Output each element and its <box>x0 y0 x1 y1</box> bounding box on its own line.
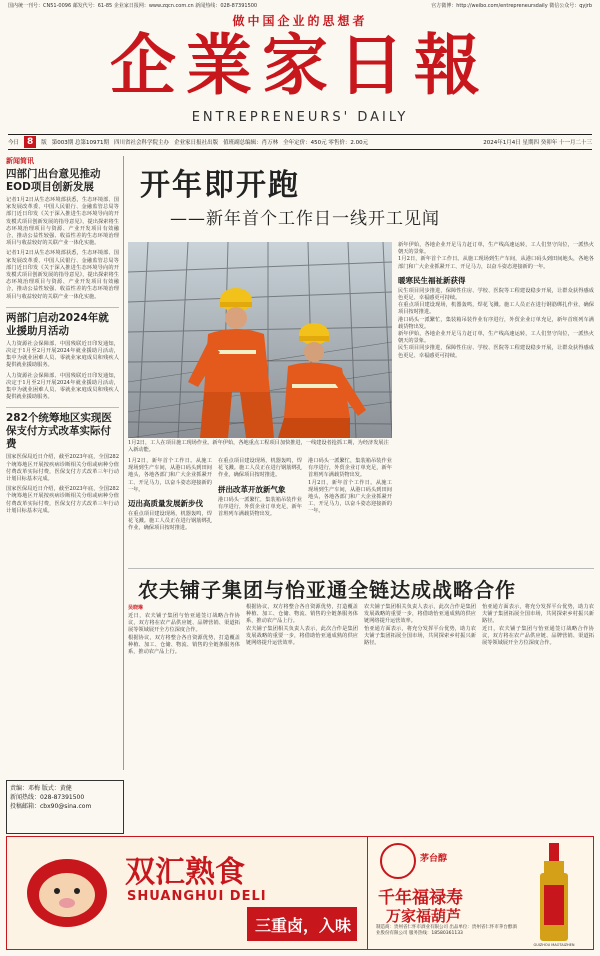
second-headline[interactable]: 农夫铺子集团与怡亚通全链达成战略合作 <box>138 578 516 602</box>
submission-email[interactable]: 投稿邮箱：cbx90@sina.com <box>10 803 92 810</box>
bottle-image <box>533 843 575 947</box>
page-count-badge: 8 <box>24 136 36 148</box>
ad-seal <box>380 843 416 879</box>
story-subhead: 拼出改革开放新气象 <box>218 484 286 494</box>
story-paragraph: 近日，农夫铺子集团与怡亚通签订战略合作协议，双方将在农产品供应链、品牌营销、渠道拓展等领域展开全方位深度合作。 <box>128 613 240 634</box>
ad-title: 千年福禄寿 <box>378 888 463 908</box>
construction-workers-photo <box>128 242 392 438</box>
main-story-right-column <box>398 242 594 538</box>
issue-date: 2024年1月4日 星期四 癸卯年 十一月二十三 <box>483 140 592 146</box>
story-paragraph: 怡亚通方面表示，将充分发挥平台优势，助力农夫铺子集团拓展全国市场，共同探索乡村振兴新路径。 <box>482 604 594 625</box>
shuanghui-ad[interactable] <box>7 837 367 949</box>
second-story-columns <box>128 604 594 804</box>
story-paragraph: 港口码头一派繁忙，集装箱吊装作业有序进行，外贸企业订单充足，新年首班列车满载货物出发。 <box>308 458 392 479</box>
story-paragraph: 民生项目同步推进，保障性住房、学校、医院等工程建设稳步开展，让群众获得感成色更足、幸福感更可持续。 <box>398 345 594 359</box>
story-paragraph: 农夫铺子集团相关负责人表示，此次合作是集团发展战略的重要一步，将借助怡亚通成熟的供应链网络提升运营效率。 <box>364 604 476 625</box>
advertisement-strip <box>6 836 594 950</box>
story-subhead: 迈出高质量发展新步伐 <box>128 499 203 509</box>
story-column <box>218 458 302 558</box>
ad-brand-mark: 茅台醇 <box>420 854 448 864</box>
ad-brand-en: SHUANGHUI DELI <box>127 889 267 904</box>
story-paragraph: 1月2日，新年首个工作日。从施工现场到生产车间，从港口码头到田间地头，各地各部门和广大企业抓紧开工、开足马力，以奋斗姿态迎接新的一年。 <box>128 458 212 493</box>
brief-item <box>6 312 119 402</box>
story-paragraph: 在重点项目建设现场，机器轰鸣，焊花飞溅。施工人员正在进行钢筋绑扎作业，确保项目按时推进。 <box>218 458 302 479</box>
news-brief-sidebar <box>6 156 124 770</box>
masthead-english: ENTREPRENEURS' DAILY <box>191 110 409 125</box>
main-subheadline: ——新年首个工作日一线开工见闻 <box>170 209 440 229</box>
story-paragraph: 民生项目同步推进，保障性住房、学校、医院等工程建设稳步开展，让群众获得感成色更足、幸福感更可持续。 <box>398 287 594 302</box>
issue-number: 第003期 总第10971期 <box>51 140 110 146</box>
story-paragraph: 港口码头一派繁忙，集装箱吊装作业有序进行，外贸企业订单充足，新年首班列车满载货物出发。 <box>218 496 302 518</box>
story-paragraph: 新年伊始，各地企业开足马力赶订单，生产线高速运转，工人们坚守岗位，一派热火朝天的景象。 <box>398 242 594 256</box>
ad-brand-cn: 双汇熟食 <box>125 855 245 890</box>
brief-item <box>6 156 119 301</box>
story-column <box>128 458 212 558</box>
story-column <box>308 458 392 558</box>
story-subhead: 暖寒民生福祉新获得 <box>398 275 466 285</box>
divider <box>128 568 594 569</box>
brief-headline[interactable]: 四部门出台意见推动EOD项目创新发展 <box>6 168 101 193</box>
publisher: 企业家日报社出版 <box>174 140 219 146</box>
ad-subtitle: 万家福葫芦 <box>386 907 462 925</box>
story-paragraph: 怡亚通方面表示，将充分发挥平台优势，助力农夫铺子集团拓展全国市场，共同探索乡村振兴新路径。 <box>364 625 476 647</box>
story-paragraph: 港口码头一派繁忙，集装箱吊装作业有序进行，外贸企业订单充足，新年首班列车满载货物出发。 <box>398 316 594 330</box>
main-story-columns <box>128 458 392 558</box>
contact-box <box>6 780 124 834</box>
main-headline[interactable]: 开年即开跑 <box>140 168 300 203</box>
maotai-ad[interactable] <box>367 837 593 949</box>
ad-slogan: 三重卤，入味 <box>255 916 352 935</box>
brief-text-continued: 人力资源社会保障部、中国残联近日印发通知，决定于1月至2月开展2024年就业援助月活动，集中为就业困难人员、零就业家庭成员和残疾人提供就业援助服务。 <box>6 372 119 401</box>
top-info-line <box>8 2 592 12</box>
divider <box>6 307 119 308</box>
edition-info-bar <box>8 134 592 150</box>
brief-text: 人力资源社会保障部、中国残联近日印发通知，决定于1月至2月开展2024年就业援助月活动，集中为就业困难人员、零就业家庭成员和残疾人提供就业援助服务。 <box>6 340 119 369</box>
brief-item <box>6 412 119 515</box>
price: 全年定价：450元 零售价：2.00元 <box>283 140 369 146</box>
story-paragraph: 农夫铺子集团相关负责人表示，此次合作是集团发展战略的重要一步，将借助怡亚通成熟的供应链网络提升运营效率。 <box>246 625 358 647</box>
divider <box>6 407 119 408</box>
story-paragraph: 根据协议，双方将整合各自资源优势，打造覆盖种植、加工、仓储、物流、销售的全链条服务体系，推动农产品上行。 <box>128 634 240 656</box>
story-paragraph: 近日，农夫铺子集团与怡亚通签订战略合作协议，双方将在农产品供应链、品牌营销、渠道拓展等领域展开全方位深度合作。 <box>482 625 594 647</box>
brief-headline[interactable]: 282个统筹地区实现医保支付方式改革实际付费 <box>6 412 112 451</box>
story-paragraph: 在重点项目建设现场，机器轰鸣，焊花飞溅。施工人员正在进行钢筋绑扎作业，确保项目按时推进。 <box>398 302 594 316</box>
bottle-label: GUIZHOU MAOTAIZHEN <box>533 943 575 947</box>
story-paragraph: 根据协议，双方将整合各自资源优势，打造覆盖种植、加工、仓储、物流、销售的全链条服务体系，推动农产品上行。 <box>246 604 358 625</box>
brief-text-continued: 记者1月2日从生态环境部获悉，生态环境部、国家发展改革委、中国人民银行、金融监管总局等部门近日印发《关于深入推进生态环境导向的开发模式项目创新发展的指导意见》，提出探索将生态环境治理项目与资源、产业开发项目有效融合，推动公益性较强、收益性差的生态环境治理项目与收益较好的关联产业一体化实施。 <box>6 250 119 300</box>
top-info-left: 国内统一刊号：CN51-0096 邮发代号：61-85 企业家日报网：www.zqcn.com.cn 新闻热线：028-87391500 <box>8 3 258 9</box>
news-hotline: 新闻热线：028-87391500 <box>10 794 85 801</box>
brief-text: 记者1月2日从生态环境部获悉，生态环境部、国家发展改革委、中国人民银行、金融监管总局等部门近日印发《关于深入推进生态环境导向的开发模式项目创新发展的指导意见》，提出探索将生态环境治理项目与资源、产业开发项目有效融合，推动公益性较强、收益性差的生态环境治理项目与收益较好的关联产业一体化实施。 <box>6 197 119 247</box>
brief-text: 国家医保局近日介绍，截至2023年底，全国282个统筹地区开展按疾病诊断相关分组或病种分值付费改革实际付费，医保支付方式改革三年行动计划目标基本完成。 <box>6 454 119 483</box>
story-paragraph: 在重点项目建设现场，机器轰鸣，焊花飞溅。施工人员正在进行钢筋绑扎作业，确保项目按时推进。 <box>128 511 212 532</box>
reporter-byline: 吴晓琳 <box>128 605 144 611</box>
story-paragraph: 新年伊始，各地企业开足马力赶订单，生产线高速运转，工人们坚守岗位，一派热火朝天的景象。 <box>398 331 594 345</box>
brief-text-continued: 国家医保局近日介绍，截至2023年底，全国282个统筹地区开展按疾病诊断相关分组或病种分值付费改革实际付费，医保支付方式改革三年行动计划目标基本完成。 <box>6 486 119 514</box>
edition-label: 今日 <box>8 140 20 146</box>
story-column <box>246 604 358 804</box>
duty-editor: 值班副总编辑：肖万林 <box>223 140 279 146</box>
masthead-logo: 企業家日報 <box>110 26 490 104</box>
brief-headline[interactable]: 两部门启动2024年就业援助月活动 <box>6 311 109 337</box>
brief-tag: 新闻简讯 <box>6 157 34 165</box>
page-suffix: 版 <box>41 140 47 146</box>
story-column <box>482 604 594 804</box>
ad-info: 制造商：贵州省仁怀市酒业有限公司 出品单位：贵州省仁怀市茅台醇酒业股份有限公司 服务热线：18580361133 <box>376 925 517 936</box>
top-info-right: 官方微博：http://weibo.com/entrepreneursdaily 微信公众号：qyjrb <box>431 3 592 9</box>
photo-caption: 1月2日，工人在项目施工现场作业。新年伊始，各地重点工程项目加快推进，一线建设者抢抓工期，为经济发展注入新动能。 <box>128 440 389 453</box>
story-column <box>364 604 476 804</box>
story-paragraph: 1月2日，新年首个工作日。从施工现场到生产车间，从港口码头到田间地头，各地各部门和广大企业抓紧开工、开足马力，以奋斗姿态迎接新的一年。 <box>398 256 594 270</box>
story-paragraph: 1月2日，新年首个工作日。从施工现场到生产车间，从港口码头到田间地头，各地各部门和广大企业抓紧开工、开足马力，以奋斗姿态迎接新的一年。 <box>308 479 392 515</box>
editor-credit: 责编：邓梅 版式：黄健 <box>10 785 72 792</box>
sponsor: 四川省社会科学院主办 <box>114 140 170 146</box>
story-column <box>128 604 240 804</box>
slogan: 做中国企业的思想者 <box>232 14 368 28</box>
